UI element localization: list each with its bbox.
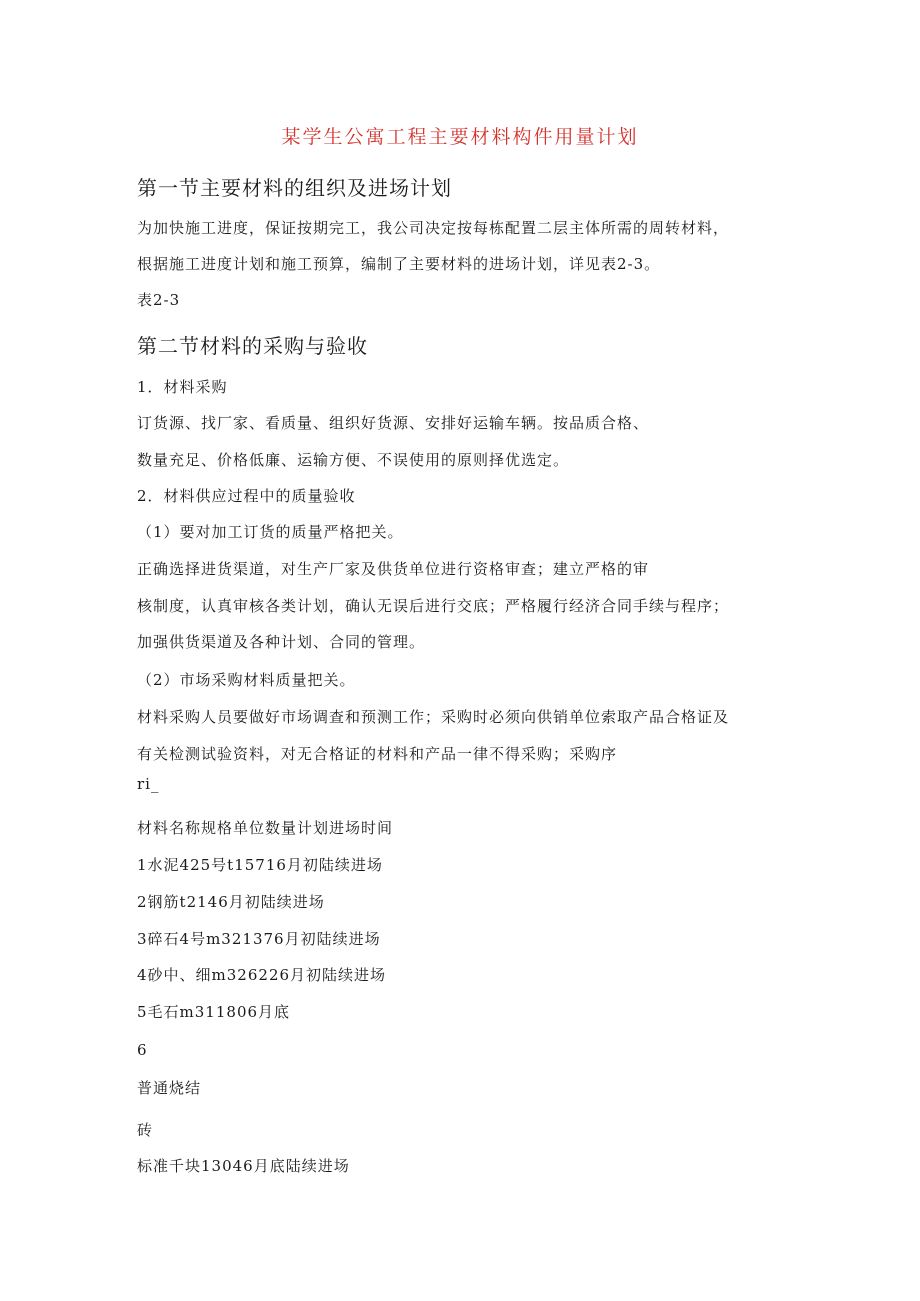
section1-paragraph-line1: 为加快施工进度，保证按期完工，我公司决定按每栋配置二层主体所需的周转材料， [137,219,730,237]
table-row-5: 5毛石m311806月底 [137,1003,291,1021]
sub1-title: （1）要对加工订货的质量严格把关。 [137,523,404,541]
section1-heading: 第一节主要材料的组织及进场计划 [137,176,452,200]
section2-heading: 第二节材料的采购与验收 [137,334,368,358]
table-row-2: 2钢筋t2146月初陆续进场 [137,893,325,911]
sub1-line1: 正确选择进货渠道，对生产厂家及供货单位进行资格审查；建立严格的审 [137,560,650,578]
document-title: 某学生公寓工程主要材料构件用量计划 [281,126,639,148]
table-row-6-details: 标准千块13046月底陆续进场 [137,1157,350,1175]
item2-title: 2．材料供应过程中的质量验收 [137,487,356,505]
item1-line2: 数量充足、价格低廉、运输方便、不误使用的原则择优选定。 [137,451,570,469]
table-row-1: 1水泥425号t15716月初陆续进场 [137,856,383,874]
table-row-6-name-part2: 砖 [137,1121,154,1139]
table-reference: 表2-3 [137,291,181,309]
table-row-6-name-part1: 普通烧结 [137,1079,202,1097]
table-row-6-number: 6 [137,1041,148,1059]
sub1-line2: 核制度，认真审核各类计划，确认无误后进行交底；严格履行经济合同手续与程序； [137,597,730,615]
section1-paragraph-line2: 根据施工进度计划和施工预算，编制了主要材料的进场计划，详见表2-3。 [137,255,661,273]
item1-title: 1．材料采购 [137,378,228,396]
sub2-title: （2）市场采购材料质量把关。 [137,671,356,689]
sub1-line3: 加强供货渠道及各种计划、合同的管理。 [137,633,426,651]
sub2-line2: 有关检测试验资料，对无合格证的材料和产品一律不得采购；采购序 [137,745,618,763]
text-fragment: ri_ [137,775,160,793]
table-row-4: 4砂中、细m326226月初陆续进场 [137,966,387,984]
sub2-line1: 材料采购人员要做好市场调查和预测工作；采购时必须向供销单位索取产品合格证及 [137,708,730,726]
table-row-3: 3碎石4号m321376月初陆续进场 [137,930,381,948]
item1-line1: 订货源、找厂家、看质量、组织好货源、安排好运输车辆。按品质合格、 [137,414,650,432]
table-header-text: 材料名称规格单位数量计划进场时间 [137,819,394,837]
